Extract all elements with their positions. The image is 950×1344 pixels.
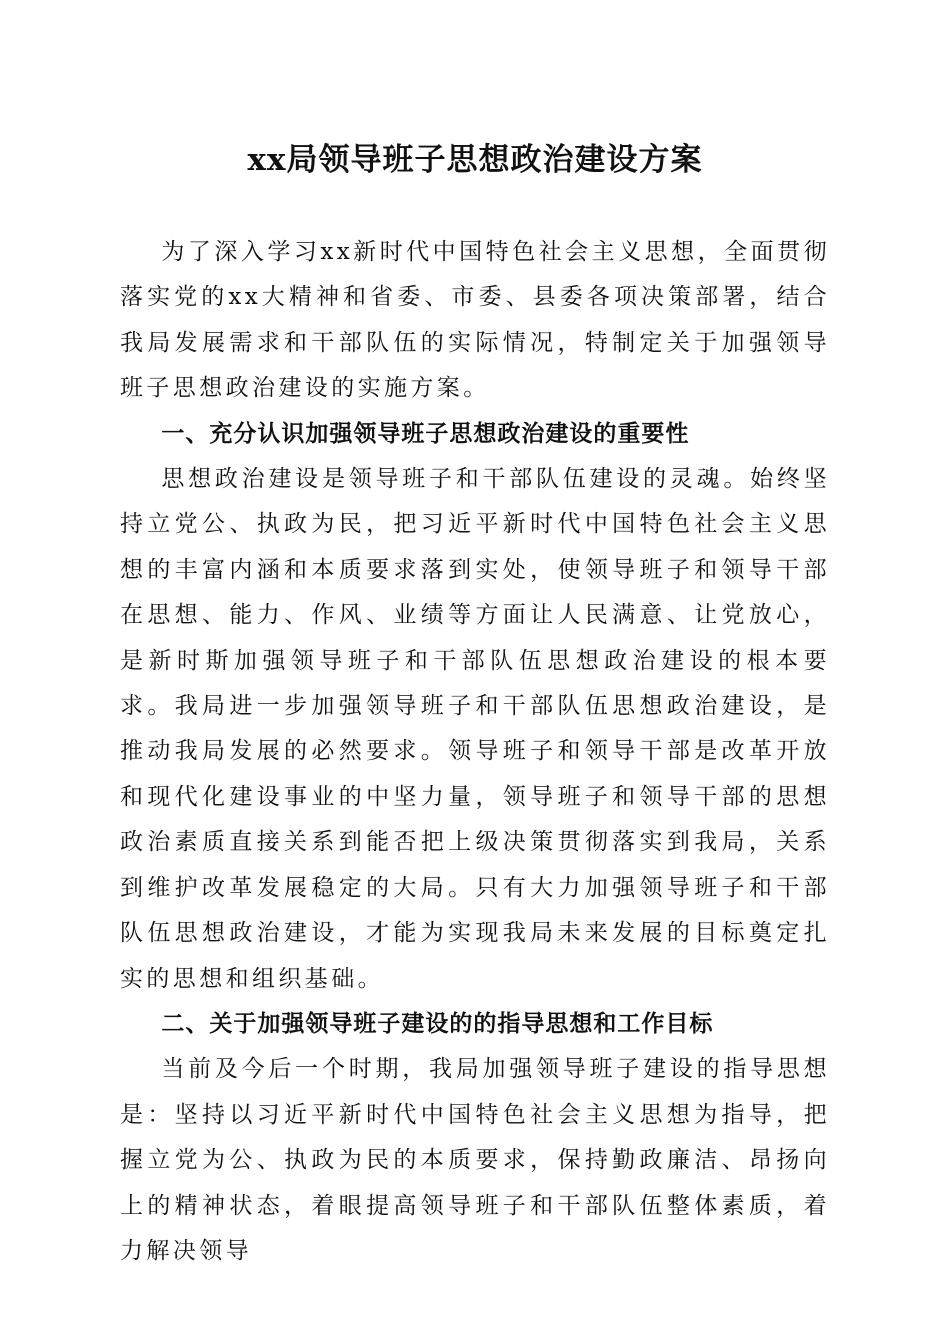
section-1-paragraph: 思想政治建设是领导班子和干部队伍建设的灵魂。始终坚持立党公、执政为民，把习近平新时代中国特色社会主义思想的丰富内涵和本质要求落到实处，使领导班子和领导干部在思想、能力、作风、业绩等方面让人民满意、让党放心，是新时斯加强领导班子和干部队伍思想政治建设的根本要求。我局进一步加强领导班子和干部队伍思想政治建设，是推动我局发展的必然要求。领导班子和领导干部是改革开放和现代化建设事业的中坚力量，领导班子和领导干部的思想政治素质直接关系到能否把上级决策贯彻落实到我局，关系到维护改革发展稳定的大局。只有大力加强领导班子和干部队伍思想政治建设，才能为实现我局未来发展的目标奠定扎实的思想和组织基础。 <box>120 466 830 992</box>
section-2-heading: 二、关于加强领导班子建设的的指导思想和工作目标 <box>161 1010 714 1037</box>
document-body <box>120 230 830 1274</box>
document-title: xx局领导班子思想政治建设方案 <box>247 142 703 178</box>
section-2-paragraph: 当前及今后一个时期，我局加强领导班子建设的指导思想是：坚持以习近平新时代中国特色社会主义思想为指导，把握立党为公、执政为民的本质要求，保持勤政廉洁、昂扬向上的精神状态，着眼提高领导班子和干部队伍整体素质，着力解决领导 <box>120 1056 830 1264</box>
intro-paragraph: 为了深入学习xx新时代中国特色社会主义思想，全面贯彻落实党的xx大精神和省委、市委、县委各项决策部署，结合我局发展需求和干部队伍的实际情况，特制定关于加强领导班子思想政治建设的实施方案。 <box>120 239 830 402</box>
section-1-heading: 一、充分认识加强领导班子思想政治建设的重要性 <box>161 420 690 447</box>
